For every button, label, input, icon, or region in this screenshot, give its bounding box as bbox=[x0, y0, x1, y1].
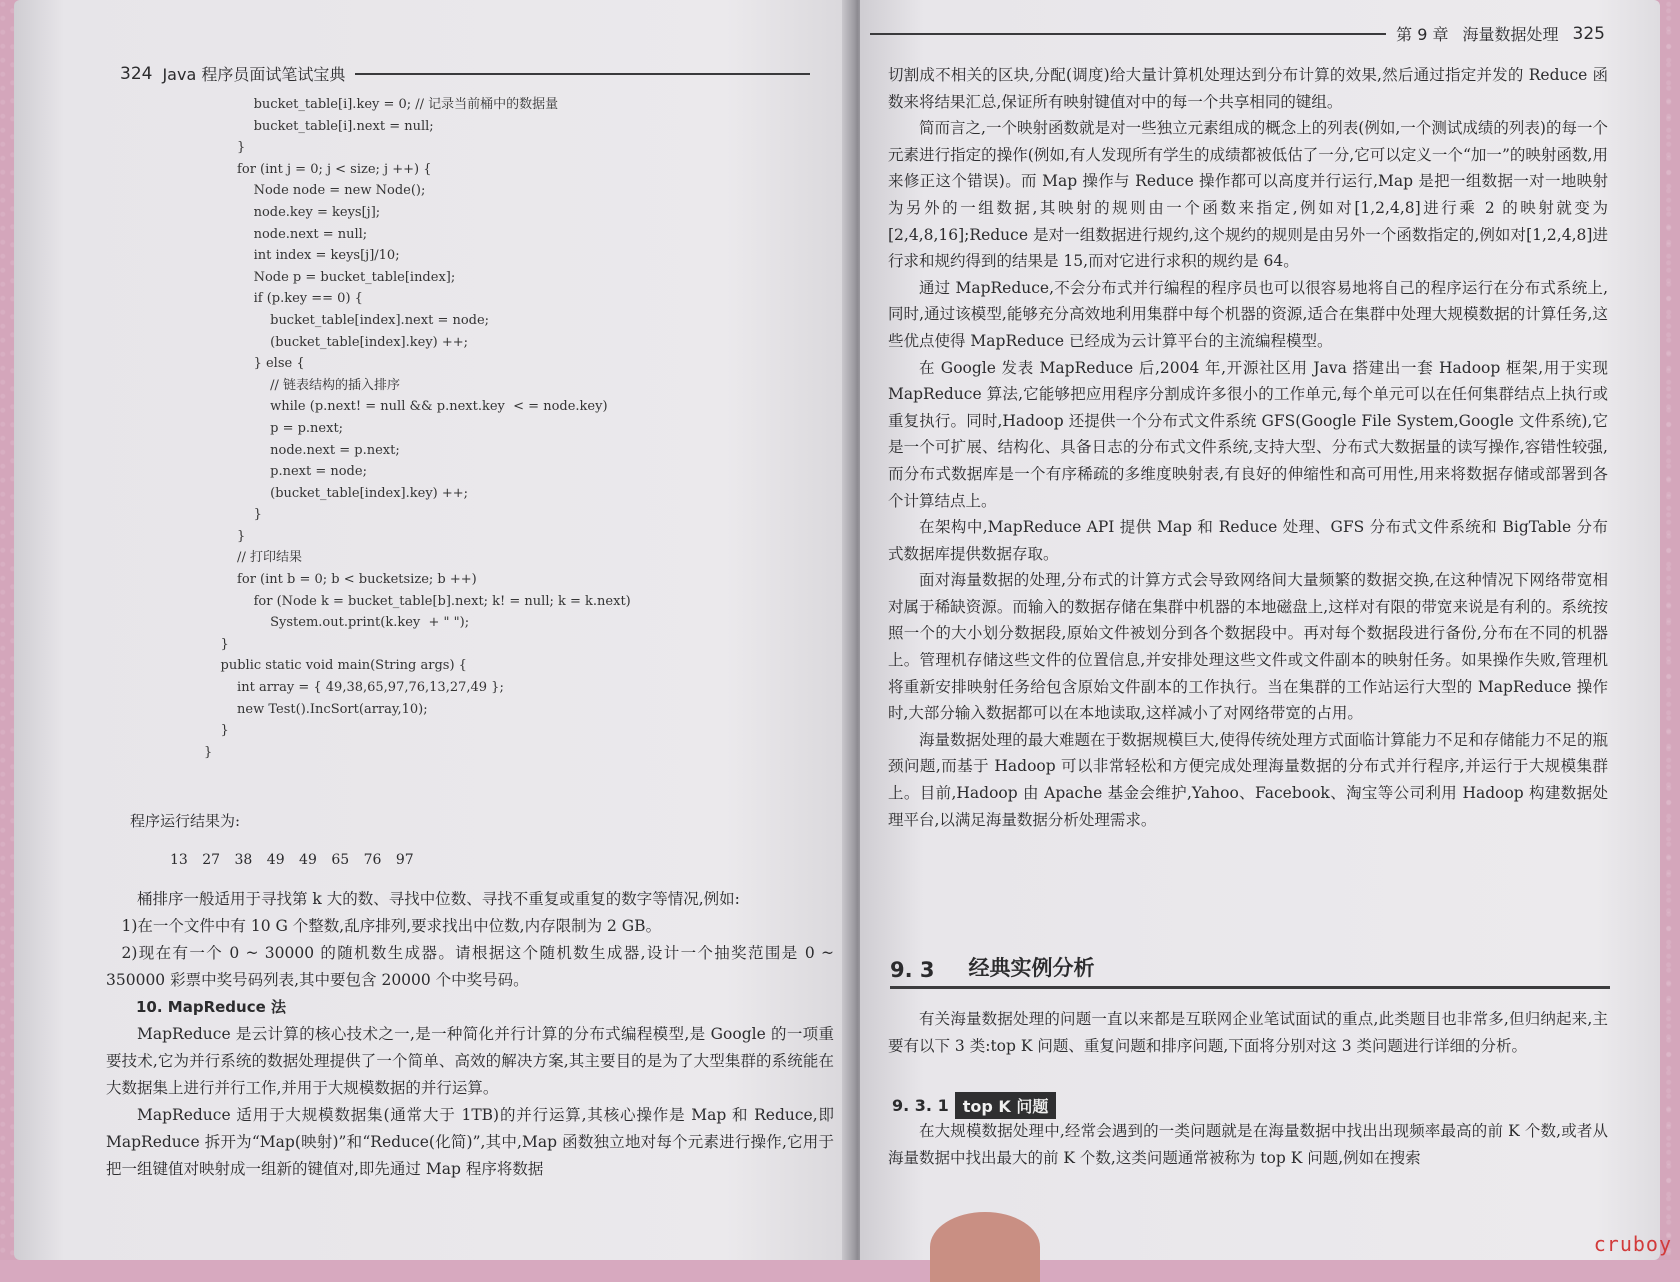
right-page-header bbox=[860, 22, 1605, 45]
result-label: 程序运行结果为: bbox=[130, 812, 241, 830]
paragraph-bucket-sort: 桶排序一般适用于寻找第 k 大的数、寻找中位数、寻找不重复或重复的数字等情况,例如: bbox=[137, 890, 740, 908]
code-line: } bbox=[204, 723, 229, 739]
chapter-title: 海量数据处理 bbox=[1462, 25, 1559, 44]
section-intro bbox=[888, 1006, 1608, 1060]
code-line: p.next = node; bbox=[204, 464, 367, 480]
subsection-heading bbox=[892, 1092, 1056, 1119]
paragraph-map-function: 简而言之,一个映射函数就是对一些独立元素组成的概念上的列表(例如,一个测试成绩的列表)的每一个元素进行指定的操作(例如,有人发现所有学生的成绩都被低估了一分,它可以定义一个“加一”的映射函数,用来修正这个错误)。而 Map 操作与 Reduce 操作都可以高度并行运行,Map 是把一组数据一对一地映射为另外的一组数据,其映射的规则由一个函数来指定,例如对[1,2,4,8]进行乘 2 的映射就变为[2,4,8,16];Reduce 是对一组数据进行规约,这个规约的规则是由另外一个函数指定的,例如对[1,2,4,8]进行求和规约得到的结果是 15,而对它进行求积的规约是 64。 bbox=[888, 119, 1608, 271]
code-line: for (int b = 0; b < bucketsize; b ++) bbox=[204, 572, 477, 588]
right-page bbox=[860, 0, 1660, 1260]
code-line: } bbox=[204, 744, 213, 760]
code-line: } bbox=[204, 528, 246, 544]
code-line: node.next = p.next; bbox=[204, 442, 400, 458]
code-line: int array = { 49,38,65,97,76,13,27,49 }; bbox=[204, 680, 504, 696]
code-line: System.out.print(k.key + " "); bbox=[204, 615, 470, 631]
code-line: bucket_table[index].next = node; bbox=[204, 312, 490, 328]
code-line: Node node = new Node(); bbox=[204, 183, 426, 199]
paragraph-hadoop: 在 Google 发表 MapReduce 后,2004 年,开源社区用 Java 搭建出一套 Hadoop 框架,用于实现 MapReduce 算法,它能够把应用程序分割成许多很小的工作单元,每个单元可以在任何集群结点上执行或重复执行。同时,Hadoop 还提供一个分布式文件系统 GFS(Google File System,Google 文件系统),它是一个可扩展、结构化、具备日志的分布式文件系统,支持大型、分布式大数据量的读写操作,容错性较强,而分布式数据库是一个有序稀疏的多维度映射表,有良好的伸缩性和高可用性,用来将数据存储或部署到各个计算结点上。 bbox=[888, 358, 1608, 510]
right-page-number: 325 bbox=[1572, 23, 1605, 44]
code-line: public static void main(String args) { bbox=[204, 658, 467, 674]
paragraph-network: 面对海量数据的处理,分布式的计算方式会导致网络间大量频繁的数据交换,在这种情况下网络带宽相对属于稀缺资源。而输入的数据存储在集群中机器的本地磁盘上,这样对有限的带宽来说是有利的。系统按照一个的大小划分数据段,原始文件被划分到各个数据段中。再对每个数据段进行备份,分布在不同的机器上。管理机存储这些文件的位置信息,并安排处理这些文件或文件副本的映射任务。如果操作失败,管理机将重新安排映射任务给包含原始文件副本的工作执行。当在集群的工作站运行大型的 MapReduce 操作时,大部分输入数据都可以在本地读取,这样减小了对网络带宽的占用。 bbox=[888, 571, 1608, 723]
code-line: bucket_table[i].key = 0; // 记录当前桶中的数据量 bbox=[204, 97, 559, 112]
code-line: while (p.next! = null && p.next.key < = node.key) bbox=[204, 399, 608, 415]
code-line: } bbox=[204, 507, 262, 523]
list-item-2: 2)现在有一个 0 ~ 30000 的随机数生成器。请根据这个随机数生成器,设计一个抽奖范围是 0 ~ 350000 彩票中奖号码列表,其中要包含 20000 个中奖号码。 bbox=[106, 944, 834, 989]
code-line: int index = keys[j]/10; bbox=[204, 248, 400, 264]
list-item-1: 1)在一个文件中有 10 G 个整数,乱序排列,要求找出中位数,内存限制为 2 GB。 bbox=[121, 917, 662, 935]
book-title: Java 程序员面试笔试宝典 bbox=[162, 65, 346, 84]
subhead-mapreduce: 10. MapReduce 法 bbox=[136, 998, 287, 1016]
paragraph-architecture: 在架构中,MapReduce API 提供 Map 和 Reduce 处理、GFS 分布式文件系统和 BigTable 分布式数据库提供数据存取。 bbox=[888, 518, 1608, 563]
code-line: Node p = bucket_table[index]; bbox=[204, 269, 456, 285]
subsection-number: 9. 3. 1 bbox=[892, 1096, 949, 1115]
left-page bbox=[14, 0, 852, 1260]
code-line: // 打印结果 bbox=[204, 550, 302, 566]
section-number: 9. 3 bbox=[890, 958, 935, 982]
code-line: p = p.next; bbox=[204, 420, 344, 436]
section-title: 经典实例分析 bbox=[968, 956, 1095, 980]
paragraph-mapreduce-benefit: 通过 MapReduce,不会分布式并行编程的程序员也可以很容易地将自己的程序运行在分布式系统上,同时,通过该模型,能够充分高效地利用集群中每个机器的资源,适合在集群中处理大规模数据的计算任务,这些优点使得 MapReduce 已经成为云计算平台的主流编程模型。 bbox=[888, 278, 1608, 350]
code-line: (bucket_table[index].key) ++; bbox=[204, 334, 469, 350]
subsection-title: top K 问题 bbox=[955, 1092, 1057, 1119]
right-body-text bbox=[888, 62, 1608, 833]
code-line: } bbox=[204, 636, 229, 652]
paragraph-topk: 在大规模数据处理中,经常会遇到的一类问题就是在海量数据中找出出现频率最高的前 K 个数,或者从海量数据中找出最大的前 K 个数,这类问题通常被称为 top K 问题,例如在搜索 bbox=[888, 1122, 1608, 1167]
header-rule bbox=[355, 73, 810, 75]
subsection-body bbox=[888, 1118, 1608, 1172]
code-line: for (Node k = bucket_table[b].next; k! = null; k = k.next) bbox=[204, 593, 631, 609]
chapter-number: 第 9 章 bbox=[1396, 25, 1449, 44]
paragraph-mapreduce-2: MapReduce 适用于大规模数据集(通常大于 1TB)的并行运算,其核心操作是 Map 和 Reduce,即 MapReduce 拆开为“Map(映射)”和“Reduce(化简)”,其中,Map 函数独立地对每个元素进行操作,它用于把一组键值对映射成一组新的键值对,即先通过 Map 程序将数据 bbox=[106, 1106, 834, 1178]
paragraph-massive-data: 海量数据处理的最大难题在于数据规模巨大,使得传统处理方式面临计算能力不足和存储能力不足的瓶颈问题,而基于 Hadoop 可以非常轻松和方便完成处理海量数据的分布式并行程序,并运行于大规模集群上。目前,Hadoop 由 Apache 基金会维护,Yahoo、Facebook、淘宝等公司利用 Hadoop 构建数据处理平台,以满足海量数据分析处理需求。 bbox=[888, 730, 1608, 829]
code-line: node.next = null; bbox=[204, 226, 368, 242]
code-line: bucket_table[i].next = null; bbox=[204, 118, 434, 134]
code-line: new Test().IncSort(array,10); bbox=[204, 701, 428, 717]
code-line: (bucket_table[index].key) ++; bbox=[204, 485, 469, 501]
code-line: if (p.key == 0) { bbox=[204, 291, 363, 307]
code-line: node.key = keys[j]; bbox=[204, 204, 381, 220]
paragraph-section-intro: 有关海量数据处理的问题一直以来都是互联网企业笔试面试的重点,此类题目也非常多,但归纳起来,主要有以下 3 类:top K 问题、重复问题和排序问题,下面将分别对这 3 类问题进行详细的分析。 bbox=[888, 1010, 1608, 1055]
code-line: for (int j = 0; j < size; j ++) { bbox=[204, 161, 432, 177]
code-line: } bbox=[204, 140, 246, 156]
finger-image bbox=[930, 1212, 1040, 1282]
left-page-header bbox=[120, 62, 820, 85]
left-body-text bbox=[106, 886, 834, 1183]
left-page-number: 324 bbox=[120, 63, 153, 84]
code-line: } else { bbox=[204, 356, 305, 372]
watermark: cruboy bbox=[1593, 1232, 1672, 1256]
paragraph-continuation: 切割成不相关的区块,分配(调度)给大量计算机处理达到分布计算的效果,然后通过指定并发的 Reduce 函数来将结果汇总,保证所有映射键值对中的每一个共享相同的键组。 bbox=[888, 66, 1608, 111]
paragraph-mapreduce-1: MapReduce 是云计算的核心技术之一,是一种简化并行计算的分布式编程模型,是 Google 的一项重要技术,它为并行系统的数据处理提供了一个简单、高效的解决方案,其主要目的是为了大型集群的系统能在大数据集上进行并行工作,并用于大规模数据的并行运算。 bbox=[106, 1025, 834, 1097]
code-line: // 链表结构的插入排序 bbox=[204, 377, 401, 393]
result-values: 13 27 38 49 49 65 76 97 bbox=[170, 852, 414, 868]
section-heading bbox=[890, 952, 1610, 989]
header-rule bbox=[870, 33, 1386, 35]
code-listing bbox=[204, 94, 804, 763]
